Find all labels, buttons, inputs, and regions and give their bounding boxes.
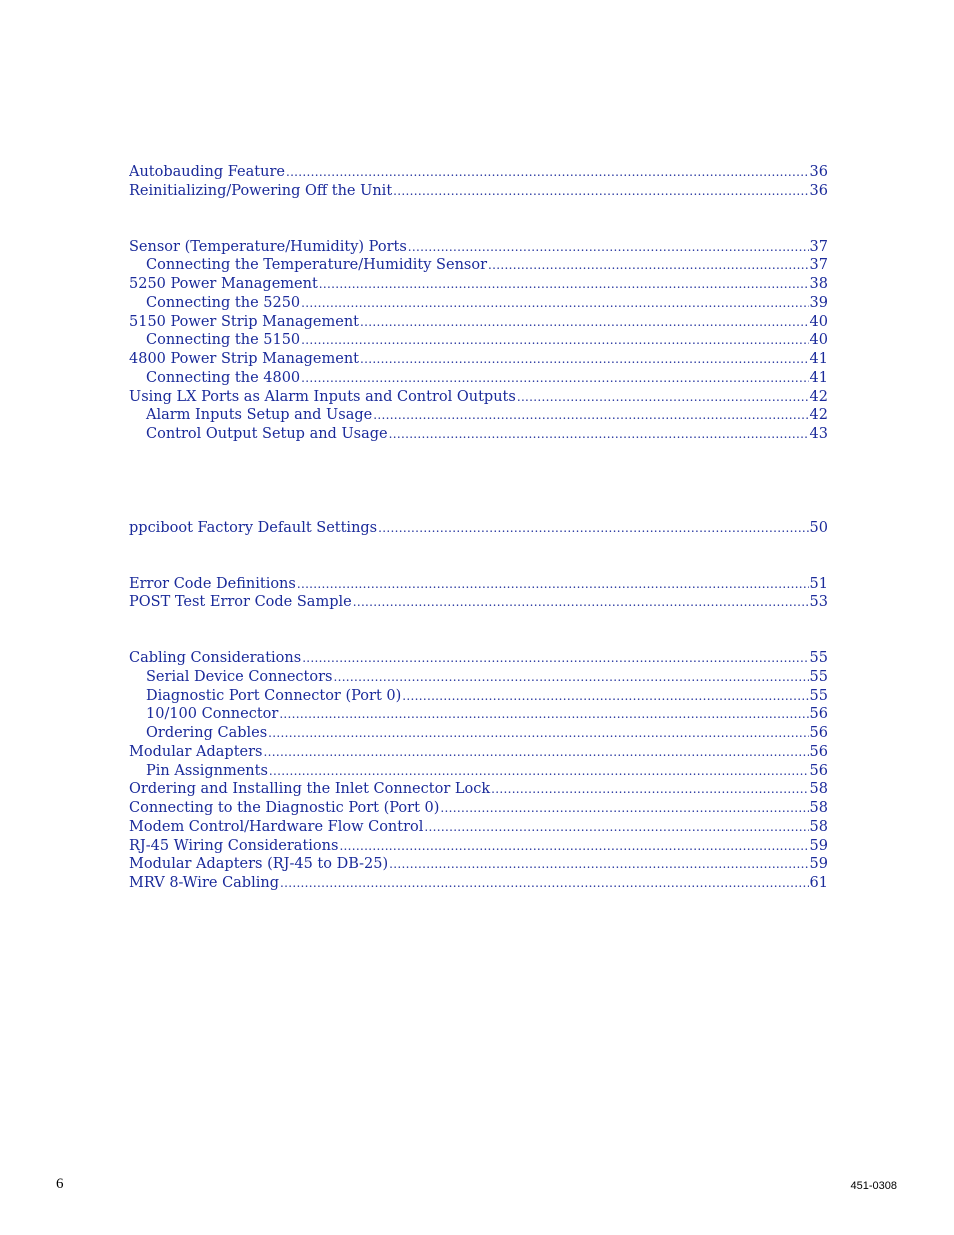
toc-entry-link[interactable]	[129, 743, 828, 762]
toc-entry-link[interactable]	[129, 874, 828, 893]
toc-entry-page-number: 55	[809, 650, 828, 666]
toc-entry-page-number: 36	[809, 164, 828, 180]
toc-entry-page-number: 43	[809, 426, 828, 442]
toc-entry-title: 4800 Power Strip Management	[129, 351, 359, 367]
table-of-contents	[129, 163, 828, 893]
toc-entry-link[interactable]	[129, 256, 828, 275]
toc-entry-title: Connecting the 5250	[146, 294, 301, 311]
toc-entry-page-number: 56	[809, 743, 828, 760]
toc-entry-title: Error Code Definitions	[129, 575, 296, 592]
toc-entry-page-number: 59	[809, 856, 828, 873]
toc-entry-title: Pin Assignments	[146, 762, 268, 779]
toc-entry-page-number: 42	[809, 388, 828, 405]
toc-entry-link[interactable]	[129, 313, 828, 332]
dot-leader	[268, 724, 808, 743]
toc-entry-title: Control Output Setup and Usage	[146, 426, 388, 442]
page-number: 6	[56, 1176, 64, 1192]
toc-entry-page-number: 37	[809, 238, 828, 255]
toc-entry-link[interactable]	[129, 762, 828, 781]
toc-entry-link[interactable]	[129, 780, 828, 799]
toc-entry-title: Modular Adapters (RJ-45 to DB-25)	[129, 856, 389, 873]
toc-entry-link[interactable]	[129, 519, 828, 538]
dot-leader	[402, 687, 808, 706]
toc-entry-page-number: 56	[809, 725, 828, 741]
dot-leader	[440, 799, 808, 818]
toc-entry-title: Serial Device Connectors	[146, 668, 333, 685]
toc-entry-title: POST Test Error Code Sample	[129, 594, 352, 611]
toc-entry-title: Diagnostic Port Connector (Port 0)	[146, 687, 402, 704]
toc-entry-title: Modem Control/Hardware Flow Control	[129, 818, 424, 835]
dot-leader	[389, 855, 808, 874]
dot-leader	[373, 406, 808, 425]
toc-entry-link[interactable]	[129, 575, 828, 594]
dot-leader	[353, 593, 809, 612]
toc-entry-title: Modular Adapters	[129, 743, 263, 760]
toc-entry-link[interactable]	[129, 855, 828, 874]
toc-entry-page-number: 58	[809, 818, 828, 835]
dot-leader	[517, 388, 809, 407]
toc-entry-page-number: 56	[809, 706, 828, 723]
toc-entry-link[interactable]	[129, 799, 828, 818]
toc-entry-title: Ordering and Installing the Inlet Connector Lock	[129, 781, 491, 798]
toc-entry-link[interactable]	[129, 294, 828, 313]
dot-leader	[360, 313, 809, 332]
toc-entry-page-number: 53	[809, 594, 828, 611]
toc-entry-link[interactable]	[129, 705, 828, 724]
toc-entry-link[interactable]	[129, 350, 828, 369]
toc-entry-page-number: 36	[809, 182, 828, 199]
toc-entry-page-number: 40	[809, 313, 828, 330]
dot-leader	[319, 275, 809, 294]
toc-entry-page-number: 40	[809, 332, 828, 349]
toc-entry-link[interactable]	[129, 668, 828, 687]
dot-leader	[389, 425, 809, 444]
toc-entry-page-number: 55	[809, 668, 828, 685]
toc-entry-link[interactable]	[129, 331, 828, 350]
toc-entry-title: Using LX Ports as Alarm Inputs and Control Outputs	[129, 388, 516, 405]
toc-entry-page-number: 59	[809, 837, 828, 854]
toc-entry-title: Reinitializing/Powering Off the Unit	[129, 182, 393, 199]
dot-leader	[302, 649, 808, 668]
toc-entry-link[interactable]	[129, 724, 828, 743]
toc-entry-title: 10/100 Connector	[146, 706, 279, 723]
toc-entry-link[interactable]	[129, 275, 828, 294]
dot-leader	[269, 762, 809, 781]
toc-entry-link[interactable]	[129, 593, 828, 612]
toc-group	[129, 649, 828, 893]
toc-entry-title: MRV 8-Wire Cabling	[129, 875, 279, 891]
toc-entry-page-number: 38	[809, 276, 828, 292]
toc-entry-page-number: 37	[809, 257, 828, 274]
toc-entry-page-number: 56	[809, 762, 828, 779]
toc-entry-link[interactable]	[129, 388, 828, 407]
dot-leader	[378, 519, 808, 538]
dot-leader	[301, 331, 808, 350]
toc-entry-title: 5250 Power Management	[129, 276, 318, 292]
dot-leader	[393, 182, 808, 201]
toc-entry-link[interactable]	[129, 687, 828, 706]
toc-entry-title: Autobauding Feature	[129, 164, 285, 180]
toc-entry-title: Connecting to the Diagnostic Port (Port 0)	[129, 800, 440, 816]
dot-leader	[408, 238, 809, 257]
toc-entry-title: Connecting the 5150	[146, 332, 301, 349]
toc-entry-link[interactable]	[129, 163, 828, 182]
toc-entry-link[interactable]	[129, 818, 828, 837]
dot-leader	[339, 837, 808, 856]
toc-entry-page-number: 42	[809, 407, 828, 424]
toc-entry-title: Connecting the 4800	[146, 369, 301, 386]
toc-entry-link[interactable]	[129, 425, 828, 444]
toc-entry-title: RJ-45 Wiring Considerations	[129, 837, 339, 854]
dot-leader	[297, 575, 809, 594]
dot-leader	[424, 818, 808, 837]
toc-entry-link[interactable]	[129, 406, 828, 425]
toc-entry-page-number: 58	[809, 800, 828, 816]
dot-leader	[280, 874, 809, 893]
toc-entry-page-number: 50	[809, 519, 828, 536]
toc-entry-page-number: 39	[809, 294, 828, 311]
toc-entry-page-number: 41	[809, 351, 828, 367]
toc-entry-link[interactable]	[129, 182, 828, 201]
toc-entry-link[interactable]	[129, 837, 828, 856]
dot-leader	[286, 163, 809, 182]
toc-group	[129, 163, 828, 201]
dot-leader	[301, 294, 808, 313]
toc-entry-title: Alarm Inputs Setup and Usage	[146, 407, 373, 424]
toc-group	[129, 238, 828, 444]
toc-group	[129, 575, 828, 613]
toc-entry-title: ppciboot Factory Default Settings	[129, 519, 378, 536]
toc-entry-title: Cabling Considerations	[129, 650, 302, 666]
toc-group	[129, 519, 828, 538]
dot-leader	[360, 350, 809, 369]
dot-leader	[279, 705, 808, 724]
toc-entry-title: Sensor (Temperature/Humidity) Ports	[129, 238, 407, 255]
toc-entry-title: Connecting the Temperature/Humidity Sensor	[146, 257, 488, 274]
toc-entry-link[interactable]	[129, 238, 828, 257]
dot-leader	[301, 369, 808, 388]
toc-entry-page-number: 58	[809, 781, 828, 798]
dot-leader	[488, 256, 809, 275]
toc-entry-link[interactable]	[129, 649, 828, 668]
dot-leader	[333, 668, 808, 687]
toc-entry-title: Ordering Cables	[146, 725, 268, 741]
toc-entry-page-number: 61	[809, 875, 828, 891]
toc-entry-link[interactable]	[129, 369, 828, 388]
dot-leader	[491, 780, 808, 799]
toc-entry-title: 5150 Power Strip Management	[129, 313, 359, 330]
document-number: 451-0308	[850, 1180, 897, 1192]
toc-entry-page-number: 51	[809, 575, 828, 592]
dot-leader	[263, 743, 808, 762]
toc-entry-page-number: 41	[809, 369, 828, 386]
toc-entry-page-number: 55	[809, 687, 828, 704]
